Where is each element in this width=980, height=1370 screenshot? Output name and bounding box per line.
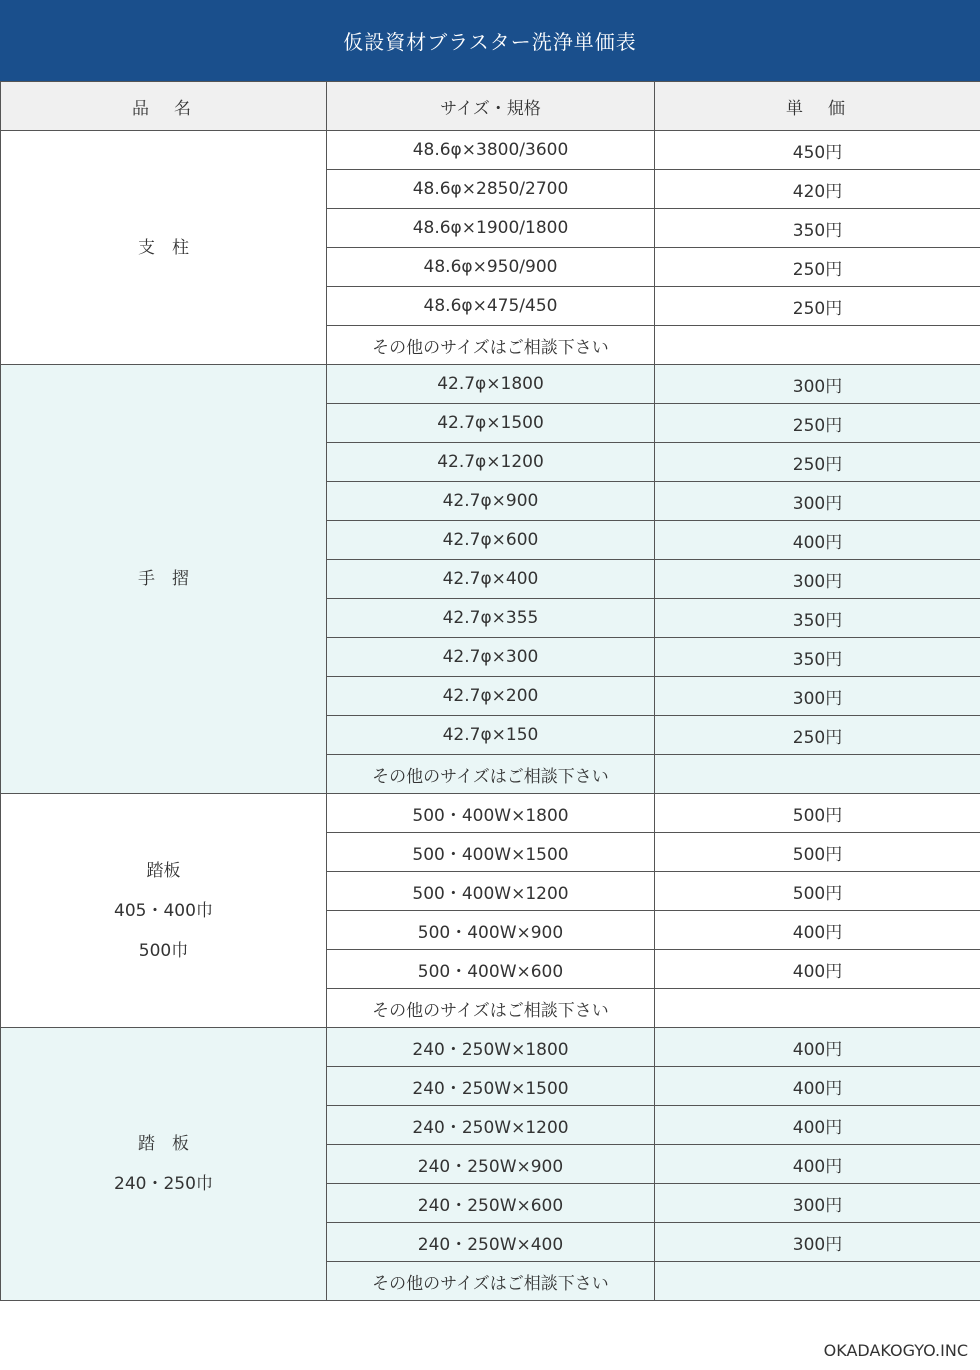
price-cell: 300円 <box>655 677 980 716</box>
size-cell: 42.7φ×900 <box>327 482 655 521</box>
header-size <box>327 82 655 131</box>
price-cell: 300円 <box>655 365 980 404</box>
header-row <box>1 82 980 131</box>
item-name-line: 踏 板 <box>138 1134 189 1154</box>
item-name-line: 支 柱 <box>138 237 189 258</box>
table-row <box>1 365 980 404</box>
price-cell: 500円 <box>655 872 980 911</box>
price-cell: 250円 <box>655 716 980 755</box>
size-cell: 240・250W×900 <box>327 1145 655 1184</box>
table-title-bar <box>0 0 980 81</box>
size-cell: 240・250W×400 <box>327 1223 655 1262</box>
size-cell: 240・250W×1500 <box>327 1067 655 1106</box>
item-group <box>1 1028 980 1301</box>
footer-credit: OKADAKOGYO.INC <box>823 1341 968 1360</box>
size-cell: 42.7φ×200 <box>327 677 655 716</box>
table-header <box>1 82 980 131</box>
price-cell <box>655 755 980 794</box>
item-name-cell <box>1 365 327 794</box>
price-table <box>0 81 980 1301</box>
price-cell <box>655 989 980 1028</box>
header-item <box>1 82 327 131</box>
size-cell: 42.7φ×300 <box>327 638 655 677</box>
size-cell: 42.7φ×1200 <box>327 443 655 482</box>
price-cell: 250円 <box>655 248 980 287</box>
size-cell: 500・400W×900 <box>327 911 655 950</box>
price-cell: 400円 <box>655 1028 980 1067</box>
price-cell: 400円 <box>655 1106 980 1145</box>
price-cell: 500円 <box>655 833 980 872</box>
item-group <box>1 131 980 365</box>
price-cell: 350円 <box>655 599 980 638</box>
size-cell: 42.7φ×1800 <box>327 365 655 404</box>
item-name-cell <box>1 1028 327 1301</box>
price-cell <box>655 326 980 365</box>
size-cell: 500・400W×1800 <box>327 794 655 833</box>
price-cell: 400円 <box>655 1067 980 1106</box>
size-cell: 240・250W×600 <box>327 1184 655 1223</box>
price-cell: 450円 <box>655 131 980 170</box>
size-cell: その他のサイズはご相談下さい <box>327 989 655 1028</box>
table-row <box>1 1028 980 1067</box>
price-cell: 250円 <box>655 287 980 326</box>
size-cell: 48.6φ×3800/3600 <box>327 131 655 170</box>
item-name-line: 405・400巾 <box>114 900 213 921</box>
item-group <box>1 794 980 1028</box>
item-name-cell <box>1 794 327 1028</box>
item-name-line: 踏板 <box>146 860 181 881</box>
price-cell: 300円 <box>655 560 980 599</box>
price-cell: 420円 <box>655 170 980 209</box>
header-price <box>655 82 980 131</box>
size-cell: その他のサイズはご相談下さい <box>327 1262 655 1301</box>
size-cell: 48.6φ×475/450 <box>327 287 655 326</box>
size-cell: 42.7φ×355 <box>327 599 655 638</box>
price-cell: 300円 <box>655 1223 980 1262</box>
price-cell: 400円 <box>655 1145 980 1184</box>
size-cell: 500・400W×1500 <box>327 833 655 872</box>
size-cell: 42.7φ×600 <box>327 521 655 560</box>
item-name-line: 500巾 <box>138 940 189 961</box>
price-cell: 400円 <box>655 521 980 560</box>
size-cell: 42.7φ×150 <box>327 716 655 755</box>
table-row <box>1 131 980 170</box>
item-group <box>1 365 980 794</box>
size-cell: 240・250W×1200 <box>327 1106 655 1145</box>
price-cell: 400円 <box>655 950 980 989</box>
item-name-line: 手 摺 <box>138 569 189 589</box>
table-title: 仮設資材ブラスター洗浄単価表 <box>343 30 637 54</box>
size-cell: 500・400W×600 <box>327 950 655 989</box>
size-cell: 48.6φ×1900/1800 <box>327 209 655 248</box>
size-cell: 500・400W×1200 <box>327 872 655 911</box>
size-cell: 48.6φ×2850/2700 <box>327 170 655 209</box>
item-name-cell <box>1 131 327 365</box>
size-cell: 240・250W×1800 <box>327 1028 655 1067</box>
price-cell <box>655 1262 980 1301</box>
size-cell: その他のサイズはご相談下さい <box>327 326 655 365</box>
price-cell: 500円 <box>655 794 980 833</box>
price-cell: 350円 <box>655 209 980 248</box>
table-row <box>1 794 980 833</box>
price-cell: 400円 <box>655 911 980 950</box>
price-cell: 250円 <box>655 443 980 482</box>
size-cell: 42.7φ×400 <box>327 560 655 599</box>
price-cell: 300円 <box>655 1184 980 1223</box>
price-cell: 300円 <box>655 482 980 521</box>
header-price-label: 単 価 <box>786 98 849 119</box>
price-cell: 350円 <box>655 638 980 677</box>
size-cell: 48.6φ×950/900 <box>327 248 655 287</box>
item-name-line: 240・250巾 <box>114 1174 213 1194</box>
header-item-label: 品 名 <box>132 98 195 119</box>
header-size-label: サイズ・規格 <box>440 98 541 119</box>
size-cell: その他のサイズはご相談下さい <box>327 755 655 794</box>
size-cell: 42.7φ×1500 <box>327 404 655 443</box>
price-cell: 250円 <box>655 404 980 443</box>
